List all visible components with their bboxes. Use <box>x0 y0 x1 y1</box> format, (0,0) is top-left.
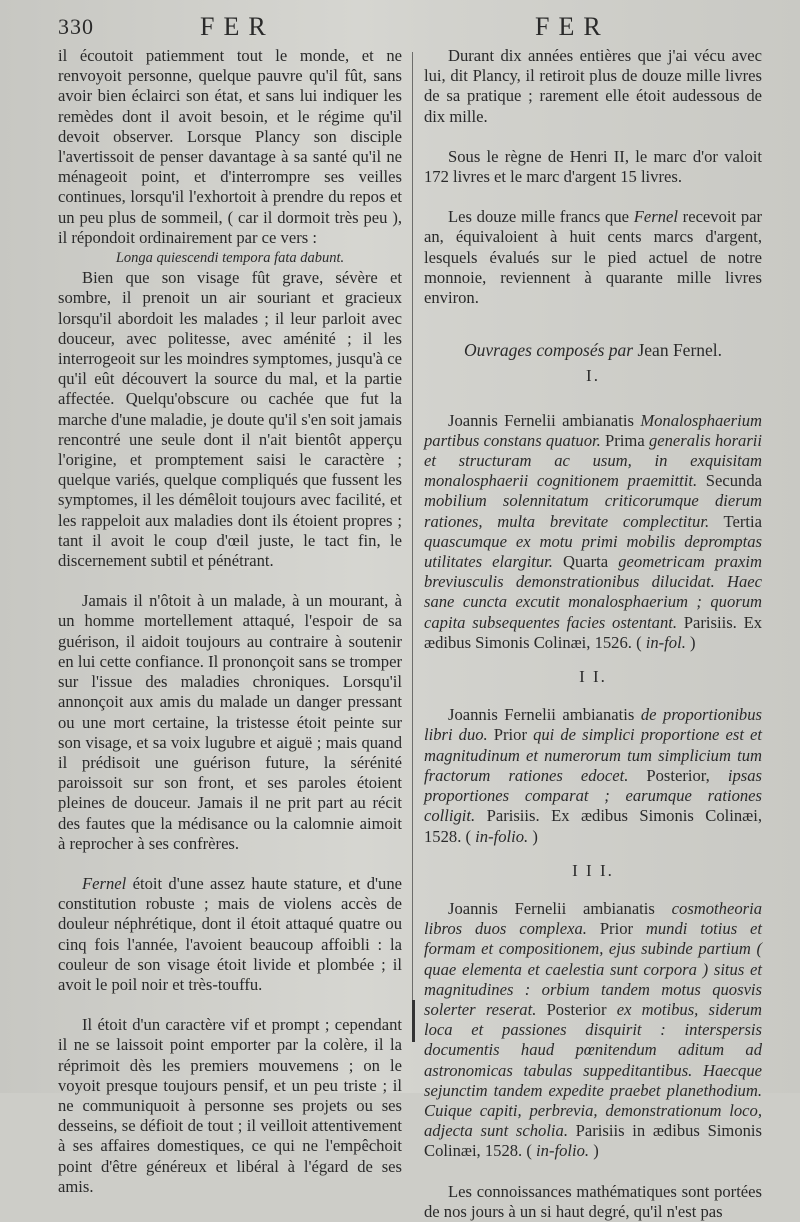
right-column <box>424 46 762 1222</box>
latin-quote: Longa quiescendi tempora fata dabunt. <box>115 250 345 267</box>
paragraph-mathematics: Les connoissances mathématiques sont portées de nos jours à un si haut degré, qu'il n'est pas <box>424 1181 762 1221</box>
work-number-3: I I I. <box>572 860 614 880</box>
paragraph-continued: il écoutoit patiemment tout le monde, et ne renvoyoit personne, quelque pauvre qu'il fût, sans avoir bien éclairci son état, et sans lui indiquer les remèdes dont il avoit besoin, et le régime qu'il devoit observer. Lorsque Plancy son disciple l'avertissoit de penser davantage à sa santé qu'il ne ménageoit point, et d'interrompre ses veilles continues, lorsqu'il l'exhortoit à prendre du repos et un peu plus de sommeil, ( car il dormoit très peu ), il répondoit ordinairement par ce vers : <box>58 46 402 247</box>
page-number: 330 <box>58 14 94 39</box>
paragraph-conversion: Les douze mille francs que Fernel recevoit par an, équivaloient à huit cents marcs d'argent, lesquels évalués sur le pied actuel de notre monnoie, reviennent à quarante mille livres environ. <box>424 207 763 308</box>
running-head-left: FER <box>200 12 275 41</box>
fernel-name: Fernel <box>633 207 678 227</box>
margin-mark <box>412 1000 415 1042</box>
works-section-title: Ouvrages composés par Jean Fernel. <box>463 340 723 361</box>
paragraph-prognosis: Jamais il n'ôtoit à un malade, à un mourant, à un homme mortellement attaqué, l'espoir de sa guérison, il aidoit toujours au contraire à soutenir en lui cette confiance. Il prononçoit sans se tromper sur l'issue des maladies chroniques. Lorsqu'il annonçoit aux amis du malade un danger pressant ou une mort certaine, la tristesse étoit peinte sur son visage, et sa voix lugubre et aiguë ; mais quand il prédisoit une guérison future, la sérénité paroissoit sur son front, et ses paroles étoient pleines de douceur. Jamais il ne prit part au récit des fautes que la médisance ou la calomnie aimoit à reprocher à ses confrères. <box>58 591 402 853</box>
work-entry-1: Joannis Fernelii ambianatis Monalosphaerium partibus constans quatuor. Prima generalis horarii et structuram ac usum, in exquisitam monalosphaerii cognitionem praemittit. Secunda mobilium solennitatum criticorumque dierum rationes, multa brevitate complectitur. Tertia quascumque ex motu primi mobilis depromptas utilitates elargitur. Quarta geometricam praxim breviusculis demonstrationibus dilucidat. Haec sane cuncta excutit monalosphaerium ; quorum capita subsequentes facies ostentant. Parisiis. Ex ædibus Simonis Colinæi, 1526. ( in-fol. ) <box>424 410 763 652</box>
paragraph-demeanour: Bien que son visage fût grave, sévère et sombre, il prenoit un air souriant et gracieux lorsqu'il abordoit les malades ; il leur parloit avec douceur, avec politesse, avec aménité ; il les interrogeoit sur les moindres symptomes, jusqu'à ce qu'il eût découvert la source du mal, et la partie affectée. Quelqu'obscure ou cachée que fut la marche d'une maladie, je doute qu'il s'en soit jamais rencontré une seule dont il n'ait bientôt apperçu l'origine, et promptement saisi le caractère ; quelque variés, quelque compliqués que fussent les symptomes, il les démêloit toujours avec facilité, et les rappeloit aux maladies dont ils étoient propres ; tant il avoit le coup d'œil juste, le tact fin, le discernement subtil et pénétrant. <box>58 268 402 571</box>
work-entry-2: Joannis Fernelii ambianatis de proportionibus libri duo. Prior qui de simplici proportione est et magnitudinum et numerorum tum simplicium tum fractorum rationes edocet. Posterior, ipsas proportiones comparat ; earumque rationes colligit. Parisiis. Ex ædibus Simonis Colinæi, 1528. ( in-folio. ) <box>424 705 762 846</box>
paragraph-character: Il étoit d'un caractère vif et prompt ; cependant il ne se laissoit point emporter par la colère, il la réprimoit dès les premiers mouvemens ; on le voyoit presque toujours pensif, et un peu triste ; il ne communiquoit à personne ses projets ou ses desseins, se défioit de tout ; il veilloit attentivement à ses affaires domestiques, ce qui ne l'empêchoit point d'être généreux et libéral à l'égard de ses amis. <box>58 1015 402 1196</box>
paragraph-income: Durant dix années entières que j'ai vécu avec lui, dit Plancy, il retiroit plus de douze mille livres de sa pratique ; rarement elle étoit audessous de dix mille. <box>424 46 762 126</box>
work-number-2: I I. <box>579 667 607 687</box>
work-entry-3: Joannis Fernelii ambianatis cosmotheoria libros duos complexa. Prior mundi totius et formam et compositionem, ejus subinde partium ( quae elementa et caelestia sunt corpora ) situs et magnitudines : orbium tandem motus quosvis solerter reserat. Posterior ex motibus, siderum loca et passiones disquirit : interspersis documentis haud pœnitendum aditum ad astronomicas tabulas suppeditantibus. Haecque sejunctim tandem expedite praebet planethodium. Cuique capiti, perbrevia, demonstrationum loco, adjecta sunt scholia. Parisiis in ædibus Simonis Colinæi, 1528. ( in-folio. ) <box>424 898 763 1161</box>
work-number-1: I. <box>586 366 600 386</box>
page-header <box>0 6 800 42</box>
column-divider <box>412 52 413 1042</box>
paragraph-stature: Fernel étoit d'une assez haute stature, et d'une constitution robuste ; mais de violens accès de douleur néphrétique, dont il étoit attaqué quatre ou cinq fois l'année, l'avoient beaucoup affoibli : la couleur de son visage étoit livide et plombée ; il avoit le poil noir et très-touffu. <box>58 873 402 994</box>
left-column <box>58 46 402 1197</box>
paragraph-currency: Sous le règne de Henri II, le marc d'or valoit 172 livres et le marc d'argent 15 livres. <box>424 146 762 187</box>
fernel-name: Fernel <box>82 873 127 893</box>
running-head-right: FER <box>535 12 610 41</box>
